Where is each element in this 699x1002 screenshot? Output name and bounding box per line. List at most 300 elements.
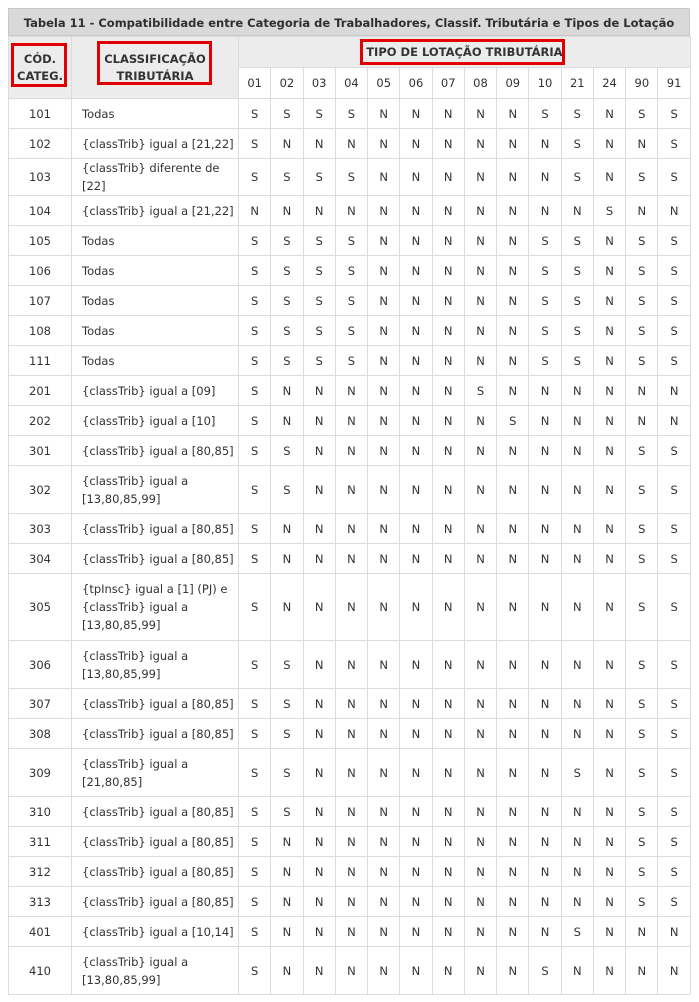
cell-lotacao-02: S — [271, 719, 303, 749]
cell-lotacao-08: N — [464, 887, 496, 917]
cell-lotacao-09: N — [497, 99, 529, 129]
header-lotacao-91: 91 — [658, 68, 690, 99]
cell-lotacao-10: N — [529, 159, 561, 196]
cell-lotacao-05: N — [368, 947, 400, 995]
cell-classificacao — [72, 466, 239, 514]
cell-lotacao-07: N — [432, 947, 464, 995]
cell-lotacao-90: S — [626, 749, 658, 797]
cell-lotacao-09: N — [497, 689, 529, 719]
cell-lotacao-02: S — [271, 689, 303, 719]
cell-classificacao — [72, 797, 239, 827]
cell-lotacao-90: S — [626, 226, 658, 256]
cell-lotacao-90: S — [626, 256, 658, 286]
cell-lotacao-06: N — [400, 466, 432, 514]
cell-lotacao-91: S — [658, 749, 690, 797]
cell-lotacao-21: S — [561, 286, 593, 316]
cell-lotacao-91: S — [658, 316, 690, 346]
cell-lotacao-01: S — [239, 641, 271, 689]
cell-classificacao — [72, 226, 239, 256]
cell-lotacao-05: N — [368, 256, 400, 286]
cell-lotacao-08: N — [464, 99, 496, 129]
cell-lotacao-04: N — [335, 466, 367, 514]
cell-lotacao-09: N — [497, 256, 529, 286]
table-row — [9, 719, 691, 749]
header-lotacao-04: 04 — [335, 68, 367, 99]
cell-lotacao-04: N — [335, 641, 367, 689]
cell-lotacao-90: S — [626, 544, 658, 574]
cell-lotacao-01: S — [239, 797, 271, 827]
cell-lotacao-04: N — [335, 857, 367, 887]
cell-lotacao-06: N — [400, 129, 432, 159]
cell-lotacao-90: S — [626, 719, 658, 749]
classificacao-line: {classTrib} igual a [80,85] — [82, 804, 234, 819]
cell-lotacao-06: N — [400, 574, 432, 641]
cell-lotacao-08: N — [464, 406, 496, 436]
cell-lotacao-24: N — [593, 466, 625, 514]
cell-lotacao-06: N — [400, 797, 432, 827]
cell-lotacao-91: S — [658, 797, 690, 827]
cell-lotacao-02: S — [271, 641, 303, 689]
cell-cod-categ: 313 — [9, 887, 72, 917]
cell-cod-categ: 103 — [9, 159, 72, 196]
cell-classificacao — [72, 256, 239, 286]
cell-lotacao-10: S — [529, 256, 561, 286]
cell-classificacao — [72, 346, 239, 376]
cell-lotacao-05: N — [368, 286, 400, 316]
cell-classificacao — [72, 719, 239, 749]
cell-lotacao-24: N — [593, 316, 625, 346]
cell-lotacao-24: N — [593, 436, 625, 466]
cell-lotacao-02: N — [271, 574, 303, 641]
header-lotacao-06: 06 — [400, 68, 432, 99]
cell-lotacao-05: N — [368, 436, 400, 466]
cell-lotacao-21: N — [561, 514, 593, 544]
cell-lotacao-09: N — [497, 641, 529, 689]
cell-lotacao-24: N — [593, 129, 625, 159]
table-row — [9, 749, 691, 797]
cell-lotacao-08: N — [464, 286, 496, 316]
cell-classificacao — [72, 544, 239, 574]
header-lotacao-05: 05 — [368, 68, 400, 99]
cell-cod-categ: 312 — [9, 857, 72, 887]
cell-lotacao-21: N — [561, 574, 593, 641]
cell-lotacao-09: N — [497, 544, 529, 574]
cell-lotacao-06: N — [400, 857, 432, 887]
cell-lotacao-02: N — [271, 857, 303, 887]
cell-lotacao-06: N — [400, 376, 432, 406]
cell-lotacao-05: N — [368, 887, 400, 917]
header-cod-line1: CÓD. — [23, 51, 57, 66]
cell-lotacao-08: N — [464, 436, 496, 466]
header-lotacao-03: 03 — [303, 68, 335, 99]
classificacao-line: [13,80,85,99] — [82, 618, 161, 632]
cell-lotacao-05: N — [368, 226, 400, 256]
cell-lotacao-03: N — [303, 689, 335, 719]
cell-lotacao-08: N — [464, 256, 496, 286]
cell-lotacao-01: S — [239, 466, 271, 514]
cell-lotacao-03: S — [303, 286, 335, 316]
cell-lotacao-08: N — [464, 129, 496, 159]
table-row — [9, 256, 691, 286]
cell-lotacao-02: N — [271, 376, 303, 406]
cell-lotacao-05: N — [368, 346, 400, 376]
cell-lotacao-03: N — [303, 129, 335, 159]
cell-lotacao-21: N — [561, 436, 593, 466]
cell-lotacao-09: N — [497, 286, 529, 316]
cell-lotacao-07: N — [432, 286, 464, 316]
classificacao-line: [13,80,85,99] — [82, 972, 161, 987]
cell-lotacao-90: N — [626, 376, 658, 406]
cell-lotacao-10: N — [529, 436, 561, 466]
cell-lotacao-02: S — [271, 346, 303, 376]
cell-lotacao-04: S — [335, 159, 367, 196]
cell-lotacao-05: N — [368, 719, 400, 749]
cell-lotacao-03: N — [303, 574, 335, 641]
cell-lotacao-03: N — [303, 406, 335, 436]
cell-cod-categ: 303 — [9, 514, 72, 544]
cell-lotacao-24: N — [593, 917, 625, 947]
cell-lotacao-10: N — [529, 196, 561, 226]
cell-lotacao-07: N — [432, 641, 464, 689]
table-row — [9, 947, 691, 995]
cell-lotacao-04: N — [335, 917, 367, 947]
cell-lotacao-90: S — [626, 689, 658, 719]
cell-cod-categ: 111 — [9, 346, 72, 376]
cell-lotacao-06: N — [400, 159, 432, 196]
cell-lotacao-01: S — [239, 226, 271, 256]
cell-cod-categ: 309 — [9, 749, 72, 797]
table-row — [9, 641, 691, 689]
cell-lotacao-03: N — [303, 376, 335, 406]
cell-lotacao-07: N — [432, 346, 464, 376]
cell-lotacao-03: S — [303, 316, 335, 346]
table-row — [9, 797, 691, 827]
cell-lotacao-07: N — [432, 544, 464, 574]
cell-lotacao-21: S — [561, 346, 593, 376]
cell-lotacao-07: N — [432, 857, 464, 887]
cell-cod-categ: 306 — [9, 641, 72, 689]
cell-lotacao-90: S — [626, 316, 658, 346]
cell-lotacao-02: N — [271, 129, 303, 159]
cell-cod-categ: 401 — [9, 917, 72, 947]
header-cod-line2: CATEG. — [17, 68, 63, 83]
cell-lotacao-24: N — [593, 749, 625, 797]
cell-lotacao-06: N — [400, 641, 432, 689]
cell-lotacao-24: N — [593, 544, 625, 574]
cell-lotacao-03: N — [303, 947, 335, 995]
cell-lotacao-07: N — [432, 159, 464, 196]
cell-lotacao-08: N — [464, 196, 496, 226]
cell-lotacao-02: N — [271, 196, 303, 226]
cell-lotacao-07: N — [432, 99, 464, 129]
cell-lotacao-08: N — [464, 514, 496, 544]
cell-lotacao-90: N — [626, 947, 658, 995]
cell-lotacao-10: S — [529, 226, 561, 256]
cell-lotacao-24: N — [593, 857, 625, 887]
cell-cod-categ: 304 — [9, 544, 72, 574]
cell-lotacao-90: N — [626, 406, 658, 436]
cell-lotacao-06: N — [400, 887, 432, 917]
cell-lotacao-10: S — [529, 99, 561, 129]
cell-classificacao — [72, 514, 239, 544]
classificacao-line: Todas — [82, 293, 115, 308]
cell-lotacao-24: N — [593, 99, 625, 129]
cell-lotacao-21: N — [561, 797, 593, 827]
cell-lotacao-06: N — [400, 286, 432, 316]
cell-lotacao-24: N — [593, 256, 625, 286]
cell-lotacao-05: N — [368, 316, 400, 346]
table-row — [9, 159, 691, 196]
cell-cod-categ: 410 — [9, 947, 72, 995]
table-row — [9, 406, 691, 436]
cell-lotacao-07: N — [432, 316, 464, 346]
cell-lotacao-07: N — [432, 689, 464, 719]
cell-classificacao — [72, 316, 239, 346]
table-row — [9, 917, 691, 947]
cell-lotacao-05: N — [368, 406, 400, 436]
cell-lotacao-07: N — [432, 196, 464, 226]
cell-classificacao — [72, 196, 239, 226]
cell-lotacao-03: N — [303, 917, 335, 947]
cell-lotacao-01: S — [239, 917, 271, 947]
cell-lotacao-24: N — [593, 574, 625, 641]
cell-lotacao-10: N — [529, 917, 561, 947]
cell-lotacao-91: S — [658, 129, 690, 159]
cell-lotacao-02: N — [271, 917, 303, 947]
cell-lotacao-91: N — [658, 947, 690, 995]
cell-lotacao-90: S — [626, 827, 658, 857]
cell-lotacao-07: N — [432, 256, 464, 286]
cell-lotacao-91: N — [658, 376, 690, 406]
cell-cod-categ: 101 — [9, 99, 72, 129]
cell-lotacao-03: S — [303, 99, 335, 129]
cell-lotacao-91: N — [658, 196, 690, 226]
header-lotacao-02: 02 — [271, 68, 303, 99]
classificacao-line: {classTrib} diferente de [22] — [82, 161, 220, 193]
cell-lotacao-04: N — [335, 376, 367, 406]
cell-lotacao-02: S — [271, 99, 303, 129]
cell-lotacao-02: S — [271, 226, 303, 256]
cell-lotacao-10: N — [529, 749, 561, 797]
cell-lotacao-01: S — [239, 857, 271, 887]
cell-lotacao-09: N — [497, 749, 529, 797]
cell-lotacao-24: N — [593, 887, 625, 917]
cell-lotacao-01: S — [239, 947, 271, 995]
cell-lotacao-10: S — [529, 286, 561, 316]
cell-lotacao-24: N — [593, 827, 625, 857]
classificacao-line: {classTrib} igual a [21,22] — [82, 136, 234, 151]
cell-lotacao-21: S — [561, 749, 593, 797]
cell-cod-categ: 202 — [9, 406, 72, 436]
cell-lotacao-09: N — [497, 917, 529, 947]
cell-lotacao-08: N — [464, 857, 496, 887]
cell-lotacao-06: N — [400, 917, 432, 947]
cell-lotacao-04: N — [335, 544, 367, 574]
cell-lotacao-04: N — [335, 749, 367, 797]
cell-lotacao-91: S — [658, 256, 690, 286]
header-tipo-lotacao — [239, 37, 691, 68]
cell-lotacao-07: N — [432, 466, 464, 514]
cell-lotacao-05: N — [368, 159, 400, 196]
cell-lotacao-90: S — [626, 436, 658, 466]
cell-lotacao-06: N — [400, 99, 432, 129]
cell-lotacao-08: N — [464, 159, 496, 196]
header-lotacao-01: 01 — [239, 68, 271, 99]
header-lotacao-07: 07 — [432, 68, 464, 99]
cell-lotacao-03: N — [303, 641, 335, 689]
cell-lotacao-05: N — [368, 749, 400, 797]
cell-lotacao-09: S — [497, 406, 529, 436]
cell-lotacao-05: N — [368, 514, 400, 544]
cell-lotacao-06: N — [400, 719, 432, 749]
table-row — [9, 689, 691, 719]
cell-lotacao-90: S — [626, 346, 658, 376]
cell-lotacao-09: N — [497, 719, 529, 749]
cell-lotacao-03: S — [303, 346, 335, 376]
cell-lotacao-01: S — [239, 689, 271, 719]
header-lotacao-90: 90 — [626, 68, 658, 99]
cell-lotacao-21: N — [561, 827, 593, 857]
cell-lotacao-21: S — [561, 99, 593, 129]
classificacao-line: {classTrib} igual a [80,85] — [82, 521, 234, 536]
cell-lotacao-24: N — [593, 719, 625, 749]
header-cod-categ — [9, 37, 72, 99]
cell-lotacao-91: S — [658, 346, 690, 376]
classificacao-line: [13,80,85,99] — [82, 666, 161, 681]
compatibility-table — [8, 36, 691, 995]
cell-lotacao-04: N — [335, 514, 367, 544]
cell-cod-categ: 308 — [9, 719, 72, 749]
cell-classificacao — [72, 857, 239, 887]
classificacao-line: {tpInsc} igual a [1] (PJ) e — [82, 582, 228, 596]
cell-lotacao-09: N — [497, 316, 529, 346]
cell-lotacao-01: S — [239, 544, 271, 574]
cell-lotacao-10: N — [529, 719, 561, 749]
cell-lotacao-03: S — [303, 226, 335, 256]
compatibility-table-container — [8, 8, 690, 995]
cell-lotacao-02: N — [271, 514, 303, 544]
cell-lotacao-01: S — [239, 827, 271, 857]
cell-lotacao-21: N — [561, 947, 593, 995]
cell-lotacao-21: N — [561, 544, 593, 574]
classificacao-line: [13,80,85,99] — [82, 491, 161, 506]
cell-lotacao-05: N — [368, 797, 400, 827]
cell-lotacao-01: S — [239, 574, 271, 641]
cell-lotacao-09: N — [497, 346, 529, 376]
cell-lotacao-10: N — [529, 689, 561, 719]
cell-lotacao-01: S — [239, 256, 271, 286]
cell-lotacao-06: N — [400, 226, 432, 256]
cell-classificacao — [72, 887, 239, 917]
cell-lotacao-06: N — [400, 514, 432, 544]
cell-lotacao-90: S — [626, 641, 658, 689]
cell-lotacao-05: N — [368, 196, 400, 226]
cell-lotacao-10: N — [529, 376, 561, 406]
cell-lotacao-21: N — [561, 857, 593, 887]
cell-cod-categ: 108 — [9, 316, 72, 346]
cell-cod-categ: 201 — [9, 376, 72, 406]
cell-classificacao — [72, 159, 239, 196]
cell-classificacao — [72, 129, 239, 159]
header-lotacao-08: 08 — [464, 68, 496, 99]
cell-lotacao-02: N — [271, 887, 303, 917]
cell-lotacao-02: S — [271, 316, 303, 346]
header-lotacao-09: 09 — [497, 68, 529, 99]
cell-lotacao-10: N — [529, 574, 561, 641]
cell-lotacao-05: N — [368, 641, 400, 689]
cell-lotacao-90: N — [626, 196, 658, 226]
header-lotacao-24: 24 — [593, 68, 625, 99]
cell-cod-categ: 302 — [9, 466, 72, 514]
cell-lotacao-01: S — [239, 129, 271, 159]
cell-lotacao-90: S — [626, 574, 658, 641]
cell-lotacao-07: N — [432, 226, 464, 256]
cell-lotacao-01: S — [239, 99, 271, 129]
cell-lotacao-24: S — [593, 196, 625, 226]
cell-lotacao-21: N — [561, 406, 593, 436]
cell-lotacao-04: S — [335, 99, 367, 129]
cell-lotacao-01: S — [239, 514, 271, 544]
cell-classificacao — [72, 436, 239, 466]
classificacao-line: {classTrib} igual a [10] — [82, 413, 216, 428]
table-row — [9, 346, 691, 376]
cell-lotacao-04: N — [335, 719, 367, 749]
cell-lotacao-10: N — [529, 544, 561, 574]
cell-lotacao-24: N — [593, 514, 625, 544]
cell-classificacao — [72, 689, 239, 719]
cell-lotacao-05: N — [368, 574, 400, 641]
cell-lotacao-91: S — [658, 99, 690, 129]
cell-lotacao-08: N — [464, 689, 496, 719]
cell-lotacao-02: N — [271, 947, 303, 995]
cell-lotacao-21: N — [561, 466, 593, 514]
table-row — [9, 436, 691, 466]
cell-lotacao-05: N — [368, 827, 400, 857]
classificacao-line: Todas — [82, 323, 115, 338]
classificacao-line: Todas — [82, 263, 115, 278]
cell-lotacao-08: N — [464, 719, 496, 749]
cell-lotacao-90: N — [626, 129, 658, 159]
table-row — [9, 376, 691, 406]
cell-cod-categ: 301 — [9, 436, 72, 466]
table-row — [9, 827, 691, 857]
cell-lotacao-90: S — [626, 286, 658, 316]
cell-lotacao-91: S — [658, 544, 690, 574]
cell-lotacao-24: N — [593, 159, 625, 196]
cell-lotacao-24: N — [593, 797, 625, 827]
cell-lotacao-03: N — [303, 466, 335, 514]
table-row — [9, 466, 691, 514]
cell-lotacao-07: N — [432, 917, 464, 947]
cell-lotacao-01: S — [239, 749, 271, 797]
cell-cod-categ: 106 — [9, 256, 72, 286]
classificacao-line: {classTrib} igual a — [82, 600, 189, 614]
cell-lotacao-07: N — [432, 797, 464, 827]
cell-lotacao-08: N — [464, 947, 496, 995]
classificacao-line: {classTrib} igual a [10,14] — [82, 924, 234, 939]
classificacao-line: Todas — [82, 106, 115, 121]
cell-lotacao-10: N — [529, 406, 561, 436]
highlight-box — [11, 43, 67, 87]
classificacao-line: {classTrib} igual a [21,22] — [82, 203, 234, 218]
cell-lotacao-08: S — [464, 376, 496, 406]
table-row — [9, 857, 691, 887]
cell-lotacao-02: S — [271, 286, 303, 316]
cell-lotacao-04: S — [335, 256, 367, 286]
cell-lotacao-04: S — [335, 226, 367, 256]
cell-lotacao-03: N — [303, 544, 335, 574]
cell-lotacao-09: N — [497, 947, 529, 995]
